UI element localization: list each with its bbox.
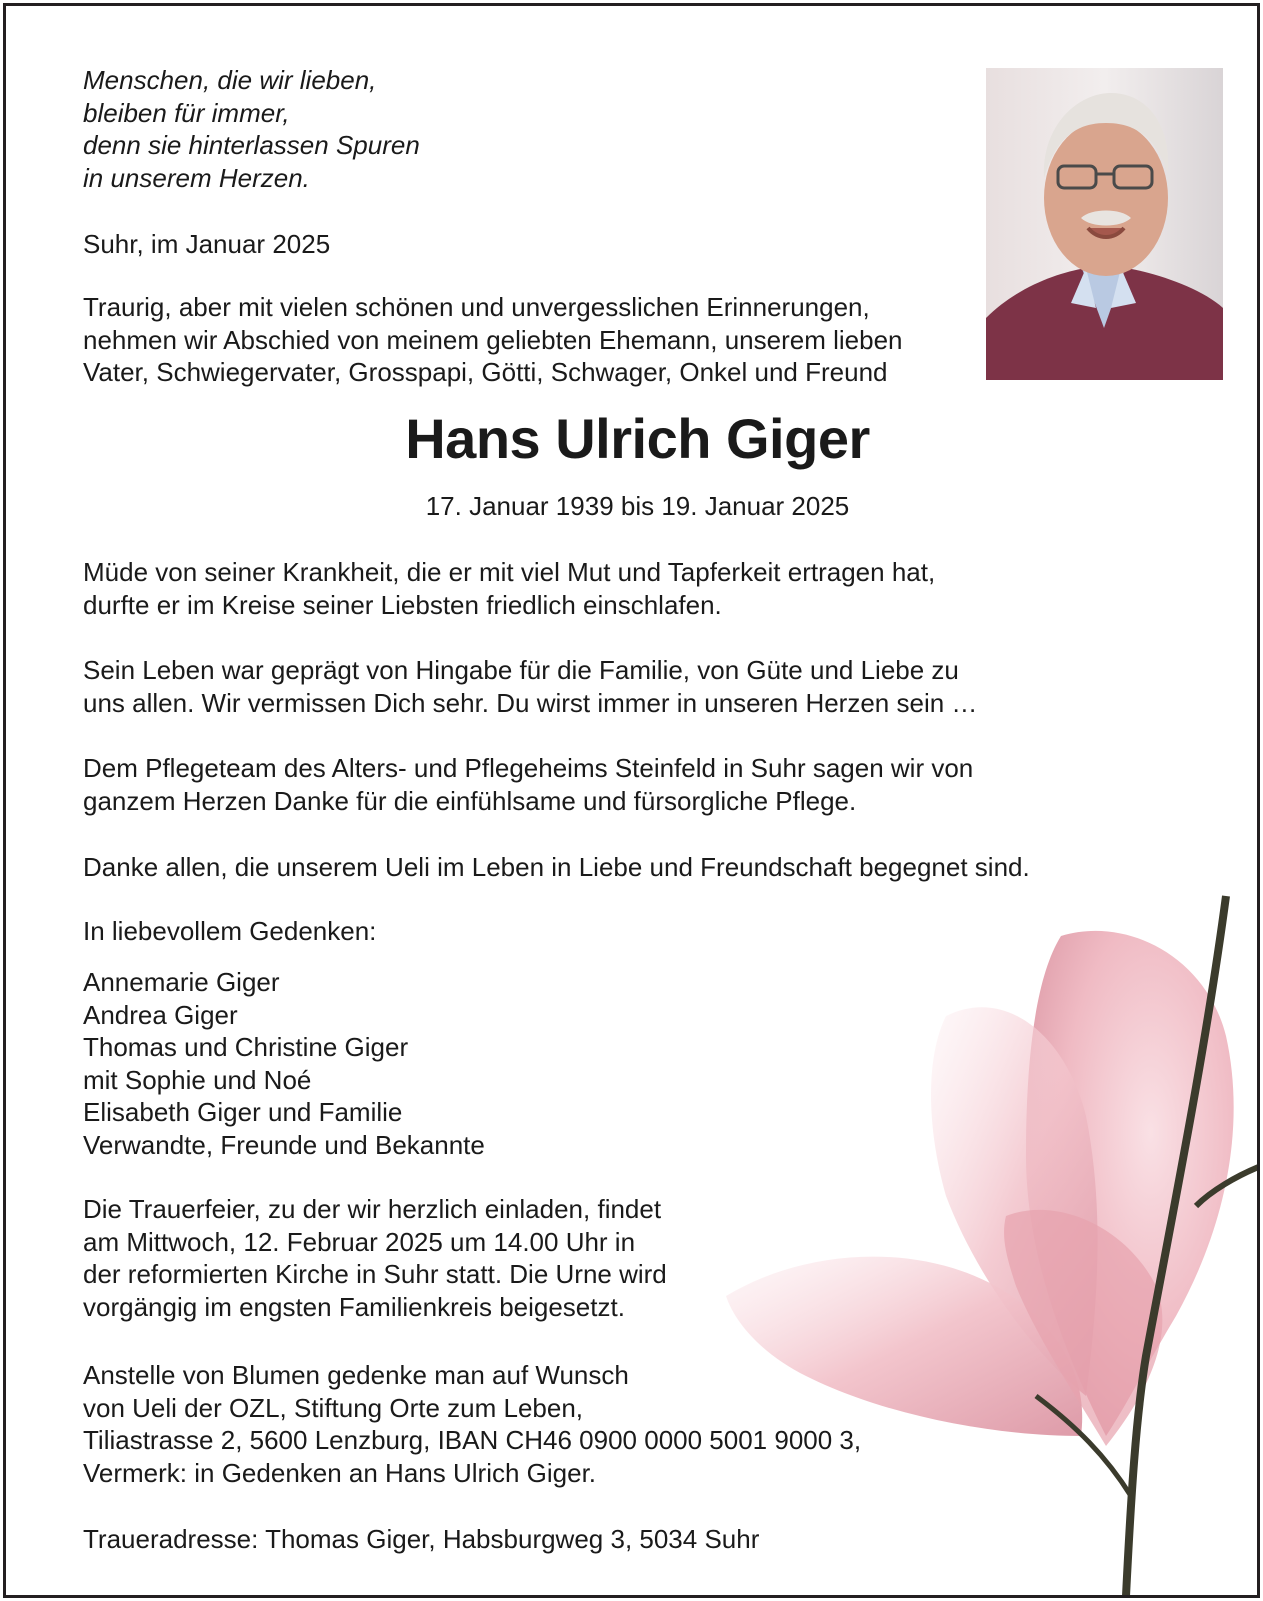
funeral-notice: Die Trauerfeier, zu der wir herzlich einladen, findet am Mittwoch, 12. Februar 2025 um 14.00 Uhr in der reformierten Kirche in Suhr statt. Die Urne wird vorgängig im engsten Familienkreis beigesetzt.	[83, 1194, 667, 1322]
portrait-photo	[986, 68, 1223, 380]
mourner-item: Annemarie Giger	[83, 967, 280, 997]
obituary-frame	[3, 3, 1260, 1598]
mourner-item: Andrea Giger	[83, 999, 238, 1030]
paragraph-thanks-care: Dem Pflegeteam des Alters- und Pflegeheims Steinfeld in Suhr sagen wir von ganzem Herzen Danke für die einfühlsame und fürsorgliche Pflege.	[83, 753, 974, 816]
donation-notice: Anstelle von Blumen gedenke man auf Wunsch von Ueli der OZL, Stiftung Orte zum Leben, Tiliastrasse 2, 5600 Lenzburg, IBAN CH46 0900 0000 5001 9000 3, Vermerk: in Gedenken an Hans Ulrich Giger.	[83, 1360, 862, 1488]
memory-heading: In liebevollem Gedenken:	[83, 916, 377, 946]
paragraph-illness: Müde von seiner Krankheit, die er mit viel Mut und Tapferkeit ertragen hat, durfte er im Kreise seiner Liebsten friedlich einschlafen.	[83, 557, 936, 620]
life-dates: 17. Januar 1939 bis 19. Januar 2025	[425, 491, 850, 521]
place-and-date: Suhr, im Januar 2025	[83, 229, 331, 259]
mourning-address: Traueradresse: Thomas Giger, Habsburgweg 3, 5034 Suhr	[83, 1524, 760, 1554]
mourner-item: Elisabeth Giger und Familie	[83, 1097, 403, 1127]
mourner-item: Thomas und Christine Giger	[83, 1032, 409, 1062]
mourner-item: mit Sophie und Noé	[83, 1064, 312, 1095]
paragraph-thanks-all: Danke allen, die unserem Ueli im Leben in Liebe und Freundschaft begegnet sind.	[83, 852, 1030, 882]
deceased-name: Hans Ulrich Giger	[405, 407, 870, 470]
opening-poem: Menschen, die wir lieben, bleiben für immer, denn sie hinterlassen Spuren in unserem Herzen.	[83, 65, 420, 193]
mourner-item: Verwandte, Freunde und Bekannte	[83, 1129, 485, 1160]
mourners-list	[83, 966, 485, 1161]
farewell-intro: Traurig, aber mit vielen schönen und unvergesslichen Erinnerungen, nehmen wir Abschied von meinem geliebten Ehemann, unserem lieben Vater, Schwiegervater, Grosspapi, Götti, Schwager, Onkel und Freund	[83, 292, 903, 387]
paragraph-life: Sein Leben war geprägt von Hingabe für die Familie, von Güte und Liebe zu uns allen. Wir vermissen Dich sehr. Du wirst immer in unseren Herzen sein …	[83, 655, 978, 718]
